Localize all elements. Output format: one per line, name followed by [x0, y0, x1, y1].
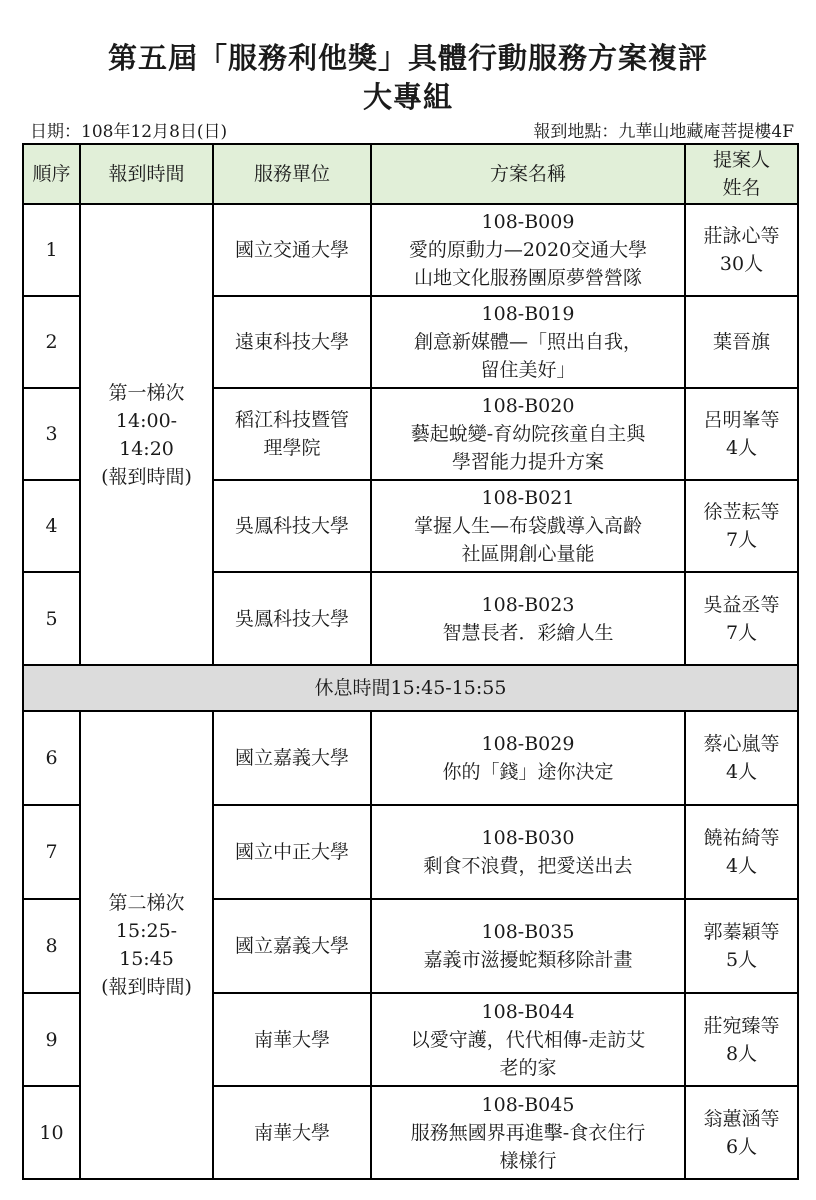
row-unit-line: 國立中正大學: [234, 841, 349, 863]
row-plan: [371, 1086, 685, 1179]
row-proposer: [685, 1086, 798, 1179]
row-order: 9: [23, 993, 80, 1086]
row-proposer: [685, 204, 798, 296]
row-proposer: [685, 993, 798, 1086]
row-unit-line: 國立嘉義大學: [234, 747, 349, 769]
batch-time-line: 第二梯次: [108, 892, 185, 914]
proposer-line: 8人: [725, 1042, 758, 1065]
break-time: 休息時間15:45-15:55: [23, 665, 798, 711]
batch-time-line: 15:45: [119, 948, 174, 970]
plan-code: 108-B030: [481, 827, 575, 849]
proposer-line: 葉晉旗: [712, 331, 770, 353]
plan-code: 108-B019: [481, 303, 575, 325]
header-order: 順序: [23, 144, 80, 204]
row-unit-line: 南華大學: [253, 1121, 330, 1144]
proposer-line: 30人: [719, 253, 764, 275]
proposer-line: 7人: [725, 621, 758, 644]
batch-time-line: 14:20: [119, 437, 174, 460]
row-order: 2: [23, 296, 80, 388]
row-unit: [213, 805, 371, 899]
table-header-row: [23, 144, 798, 204]
plan-name-line: 你的「錢」途你決定: [442, 761, 614, 783]
batch-time-line: (報到時間): [101, 465, 192, 488]
row-order: 6: [23, 711, 80, 805]
plan-name-line: 創意新媒體—「照出自我，: [413, 331, 642, 353]
document-title: 第五屆「服務利他獎」具體行動服務方案複評: [107, 41, 708, 75]
row-plan: [371, 993, 685, 1086]
table-row: [23, 711, 798, 805]
row-plan: [371, 204, 685, 296]
row-unit: [213, 899, 371, 993]
row-proposer: [685, 711, 798, 805]
document-subtitle: 大專組: [362, 80, 453, 114]
break-row: [23, 665, 798, 711]
row-order: 10: [23, 1086, 80, 1179]
row-proposer: [685, 480, 798, 572]
plan-code: 108-B045: [481, 1093, 575, 1116]
row-unit-line: 吳鳳科技大學: [234, 607, 349, 630]
row-unit: [213, 480, 371, 572]
header-plan: 方案名稱: [371, 144, 685, 204]
row-order: 4: [23, 480, 80, 572]
proposer-line: 吳益丞等: [703, 593, 780, 616]
proposer-line: 饒祐綺等: [703, 827, 780, 849]
plan-name-line: 藝起蛻變-育幼院孩童自主與: [410, 423, 646, 445]
row-unit-line: 遠東科技大學: [234, 331, 349, 353]
event-date: 日期：108年12月8日(日): [30, 122, 228, 142]
row-unit-line: 南華大學: [253, 1028, 330, 1051]
proposer-line: 翁蕙涵等: [703, 1107, 780, 1130]
plan-code: 108-B021: [481, 487, 575, 509]
batch-time: [80, 711, 213, 1179]
plan-code: 108-B020: [481, 395, 575, 417]
row-order: 7: [23, 805, 80, 899]
proposer-line: 呂明峯等: [703, 409, 780, 431]
proposer-line: 5人: [725, 949, 758, 971]
row-unit: [213, 993, 371, 1086]
plan-code: 108-B009: [481, 211, 575, 233]
plan-name-line: 以愛守護，代代相傳-走訪艾: [410, 1028, 646, 1051]
proposer-line: 7人: [725, 529, 758, 551]
proposer-line: 4人: [725, 437, 758, 459]
header-time: 報到時間: [80, 144, 213, 204]
batch-time-line: 15:25-: [115, 920, 178, 942]
proposer-line: 4人: [725, 855, 758, 877]
plan-code: 108-B023: [481, 593, 575, 616]
plan-name-line: 剩食不浪費，把愛送出去: [423, 855, 633, 877]
proposer-line: 徐苙耘等: [703, 501, 780, 523]
row-order: 3: [23, 388, 80, 480]
row-unit-line: 國立交通大學: [234, 239, 349, 261]
header-proposer: [685, 144, 798, 204]
row-unit: [213, 388, 371, 480]
batch-time-line: 第一梯次: [108, 381, 185, 404]
row-order: 8: [23, 899, 80, 993]
proposer-line: 6人: [725, 1135, 758, 1158]
proposer-line: 莊詠心等: [703, 225, 780, 247]
plan-name-line: 老的家: [499, 1056, 557, 1079]
header-proposer-line1: 提案人: [712, 149, 770, 171]
plan-code: 108-B044: [481, 1000, 575, 1023]
row-unit: [213, 296, 371, 388]
plan-name-line: 山地文化服務團原夢營營隊: [413, 267, 642, 289]
batch-time-line: 14:00-: [115, 409, 178, 432]
row-unit: [213, 204, 371, 296]
plan-name-line: 學習能力提升方案: [451, 451, 604, 473]
row-proposer: [685, 388, 798, 480]
plan-name-line: 愛的原動力—2020交通大學: [408, 239, 648, 261]
plan-name-line: 留住美好」: [480, 359, 576, 381]
proposer-line: 莊宛臻等: [703, 1014, 780, 1037]
row-proposer: [685, 805, 798, 899]
row-unit-line: 稻江科技暨管: [234, 409, 349, 431]
row-unit: [213, 1086, 371, 1179]
row-order: 5: [23, 572, 80, 665]
row-proposer: [685, 296, 798, 388]
event-location: 報到地點：九華山地藏庵菩提樓4F: [533, 122, 794, 142]
row-proposer: [685, 899, 798, 993]
row-unit-line: 國立嘉義大學: [234, 935, 349, 957]
batch-time: [80, 204, 213, 665]
plan-name-line: 社區開創心量能: [461, 543, 595, 565]
header-proposer-line2: 姓名: [722, 177, 761, 199]
plan-code: 108-B029: [481, 733, 575, 755]
proposer-line: 郭蓁穎等: [703, 921, 780, 943]
plan-name-line: 嘉義市滋擾蛇類移除計畫: [423, 949, 633, 971]
row-plan: [371, 296, 685, 388]
row-plan: [371, 572, 685, 665]
row-order: 1: [23, 204, 80, 296]
row-unit-line: 吳鳳科技大學: [234, 515, 349, 537]
row-plan: [371, 711, 685, 805]
row-proposer: [685, 572, 798, 665]
proposer-line: 4人: [725, 761, 758, 783]
header-unit: 服務單位: [213, 144, 371, 204]
plan-name-line: 智慧長者．彩繪人生: [442, 621, 614, 644]
plan-name-line: 掌握人生—布袋戲導入高齡: [413, 515, 642, 537]
row-unit: [213, 711, 371, 805]
row-plan: [371, 480, 685, 572]
row-plan: [371, 805, 685, 899]
row-unit: [213, 572, 371, 665]
plan-name-line: 樣樣行: [499, 1149, 557, 1172]
row-plan: [371, 388, 685, 480]
table-row: [23, 204, 798, 296]
plan-code: 108-B035: [481, 921, 575, 943]
row-plan: [371, 899, 685, 993]
schedule-table: [22, 143, 799, 1180]
batch-time-line: (報到時間): [101, 976, 192, 998]
proposer-line: 蔡心嵐等: [703, 733, 780, 755]
plan-name-line: 服務無國界再進擊-食衣住行: [410, 1121, 646, 1144]
row-unit-line: 理學院: [263, 437, 321, 459]
